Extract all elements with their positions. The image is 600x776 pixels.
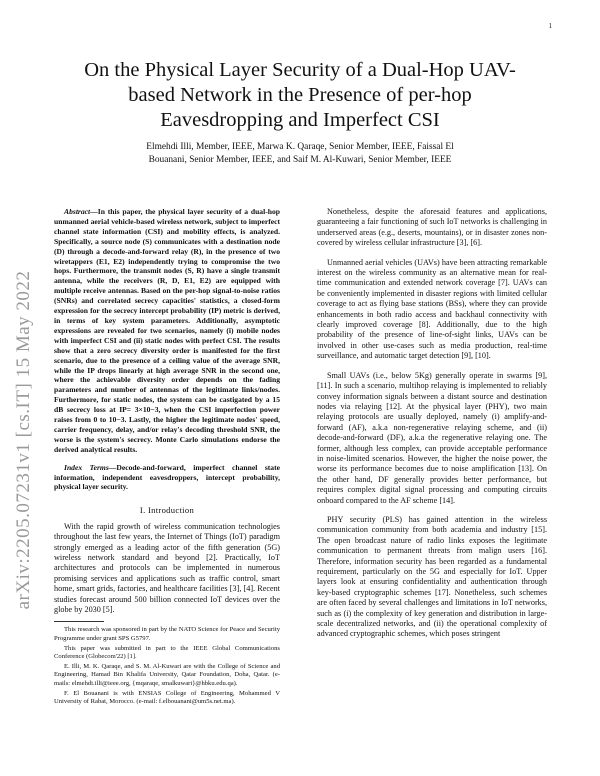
footnote-funding: This research was sponsored in part by the NATO Science for Peace and Security Programme under grant SPS G5797. [54,626,280,643]
body-paragraph: Nonetheless, despite the aforesaid features and applications, guaranteeing a fair functioning of such IoT networks is challenging in underserved areas (e.g., deserts, mountains), or in disaster zones non-covered by wireless cellular infrastructure [3], [6]. [317,207,547,248]
arxiv-identifier-text: arXiv:2205.07231v1 [cs.IT] 15 May 2022 [13,270,34,610]
page-number: 1 [548,22,552,30]
footnote-affiliation-ensias: F. El Bouanani is with ENSIAS College of Engineering, Mohammed V University of Rabat, Morocco. (e-mail: f.elbouanani@um5s.net.ma). [54,689,280,706]
author-list: Elmehdi Illi, Member, IEEE, Marwa K. Qaraqe, Senior Member, IEEE, Faissal El Bouanani, Senior Member, IEEE, and Saif M. Al-Kuwari, Senior Member, IEEE [146,142,454,165]
abstract-text: —In this paper, the physical layer security of a dual-hop unmanned aerial vehicle-based wireless network, subject to imperfect channel state information (CSI) and mobility effects, is analyzed. Specifically, a source node (S) communicates with a destination node (D) through a decode-and-forward relay (R), in the presence of two wiretappers (E1, E2) independently trying to compromise the two hops. Furthermore, the transmit nodes (S, R) have a single transmit antenna, while the receivers (R, D, E1, E2) are equipped with multiple receive antennas. Based on the per-hop signal-to-noise ratios (SNRs) and correlated secrecy capacities' statistics, a closed-form expression for the secrecy intercept probability (IP) metric is derived, in terms of key system parameters. Additionally, asymptotic expressions are revealed for two scenarios, namely (i) mobile nodes with imperfect CSI and (ii) static nodes with perfect CSI. The results show that a zero secrecy diversity order is manifested for the first scenario, due to the presence of a ceiling value of the average SNR, while the IP drops linearly at high average SNR in the second one, where the achievable diversity order depends on the fading parameters and number of antennas of the legitimate links/nodes. Furthermore, for static nodes, the system can be castigated by a 15 dB secrecy loss at IP= 3×10−3, when the CSI imperfection power raises from 0 to 10−3. Lastly, the higher the legitimate nodes' speed, carrier frequency, delay, and/or relay's decoding threshold SNR, the worse is the system's secrecy. Monte Carlo simulations endorse the derived analytical results. [54,207,280,454]
body-paragraph: Unmanned aerial vehicles (UAVs) have been attracting remarkable interest on the wireless community as an alternative mean for real-time communication and extended network coverage [7]. UAVs can be conveniently implemented in disaster regions with limited cellular coverage to act as flying base stations (BSs), where they can provide enhancements in both radio access and backhaul connectivity with clearly improved coverage [8]. Additionally, due to the high probability of the presence of line-of-sight links, UAVs can be involved in other use-cases such as media production, real-time surveillance, and automatic target detection [9], [10]. [317,257,547,361]
right-column [317,207,547,649]
body-paragraph: PHY security (PLS) has gained attention in the wireless communication community from both academia and industry [15]. The open broadcast nature of radio links exposes the legitimate communication to permanent threats from malign users [16]. Therefore, information security has been regarded as a fundamental requirement, particularly on the 5G and especially for IoT. Upper layers look at ensuring confidentiality and authentication through key-based cryptographic schemes [17]. Nonetheless, such schemes are often faced by several challenges and limitations in IoT networks, such as (i) the complexity of key generation and distribution in large-scale decentralized networks, and (ii) the operational complexity of advanced cryptographic schemes, which poses stringent [317,514,547,639]
abstract-label: Abstract [64,207,91,216]
index-terms-label: Index Terms [64,462,109,472]
introduction-body [54,522,280,616]
footnote-divider [54,621,104,622]
footnotes [54,626,280,706]
intro-paragraph: With the rapid growth of wireless communication technologies throughout the last few years, the Internet of Things (IoT) paradigm strongly emerged as a leading actor of the fifth generation (5G) wireless network standard and beyond [2]. Practically, IoT architectures and protocols can be implemented in numerous promising services and applications such as traffic control, smart home, smart grids, factories, and healthcare facilities [3], [4]. Recent studies forecast around 500 billion connected IoT devices over the globe by 2030 [5]. [54,521,280,615]
section-heading-introduction: I. Introduction [139,505,195,516]
left-column [54,207,280,708]
paper-title: On the Physical Layer Security of a Dual-Hop UAV-based Network in the Presence of per-hop Eavesdropping and Imperfect CSI [84,59,516,131]
index-terms-text: —Decode-and-forward, imperfect channel state information, independent eavesdroppers, intercept probability, physical layer security. [54,462,281,492]
abstract [54,207,280,455]
footnote-affiliation-hbku: E. Illi, M. K. Qaraqe, and S. M. Al-Kuwari are with the College of Science and Engineering, Hamad Bin Khalifa University, Qatar Foundation, Doha, Qatar. (e-mails: elmehdi.illi@ieee.org, {mqaraqe, smalkuwari}@hbku.edu.qa). [54,662,280,687]
footnote-submission: This paper was submitted in part to the IEEE Global Communications Conference (Globecom'22) [1]. [54,644,280,661]
body-paragraph: Small UAVs (i.e., below 5Kg) generally operate in swarms [9], [11]. In such a scenario, multihop relaying is implemented to reliably convey information signals between a distant source and destination nodes via relaying [12]. At the physical layer (PHY), two main relaying protocols are usually deployed, namely (i) amplify-and-forward (AF), a.k.a non-regenerative relaying scheme, and (ii) decode-and-forward (DF), a.k.a the regenerative relaying one. The former, although less complex, can provide acceptable performance in noise-limited scenarios. However, the higher the noise power, the worse its performance becomes due to noise amplification [13]. On the other hand, DF generally provides better performance, but requires complex digital signal processing and computing circuits onboard compared to the AF scheme [14]. [317,370,547,505]
index-terms [54,463,280,493]
arxiv-identifier-stamp [4,250,44,630]
